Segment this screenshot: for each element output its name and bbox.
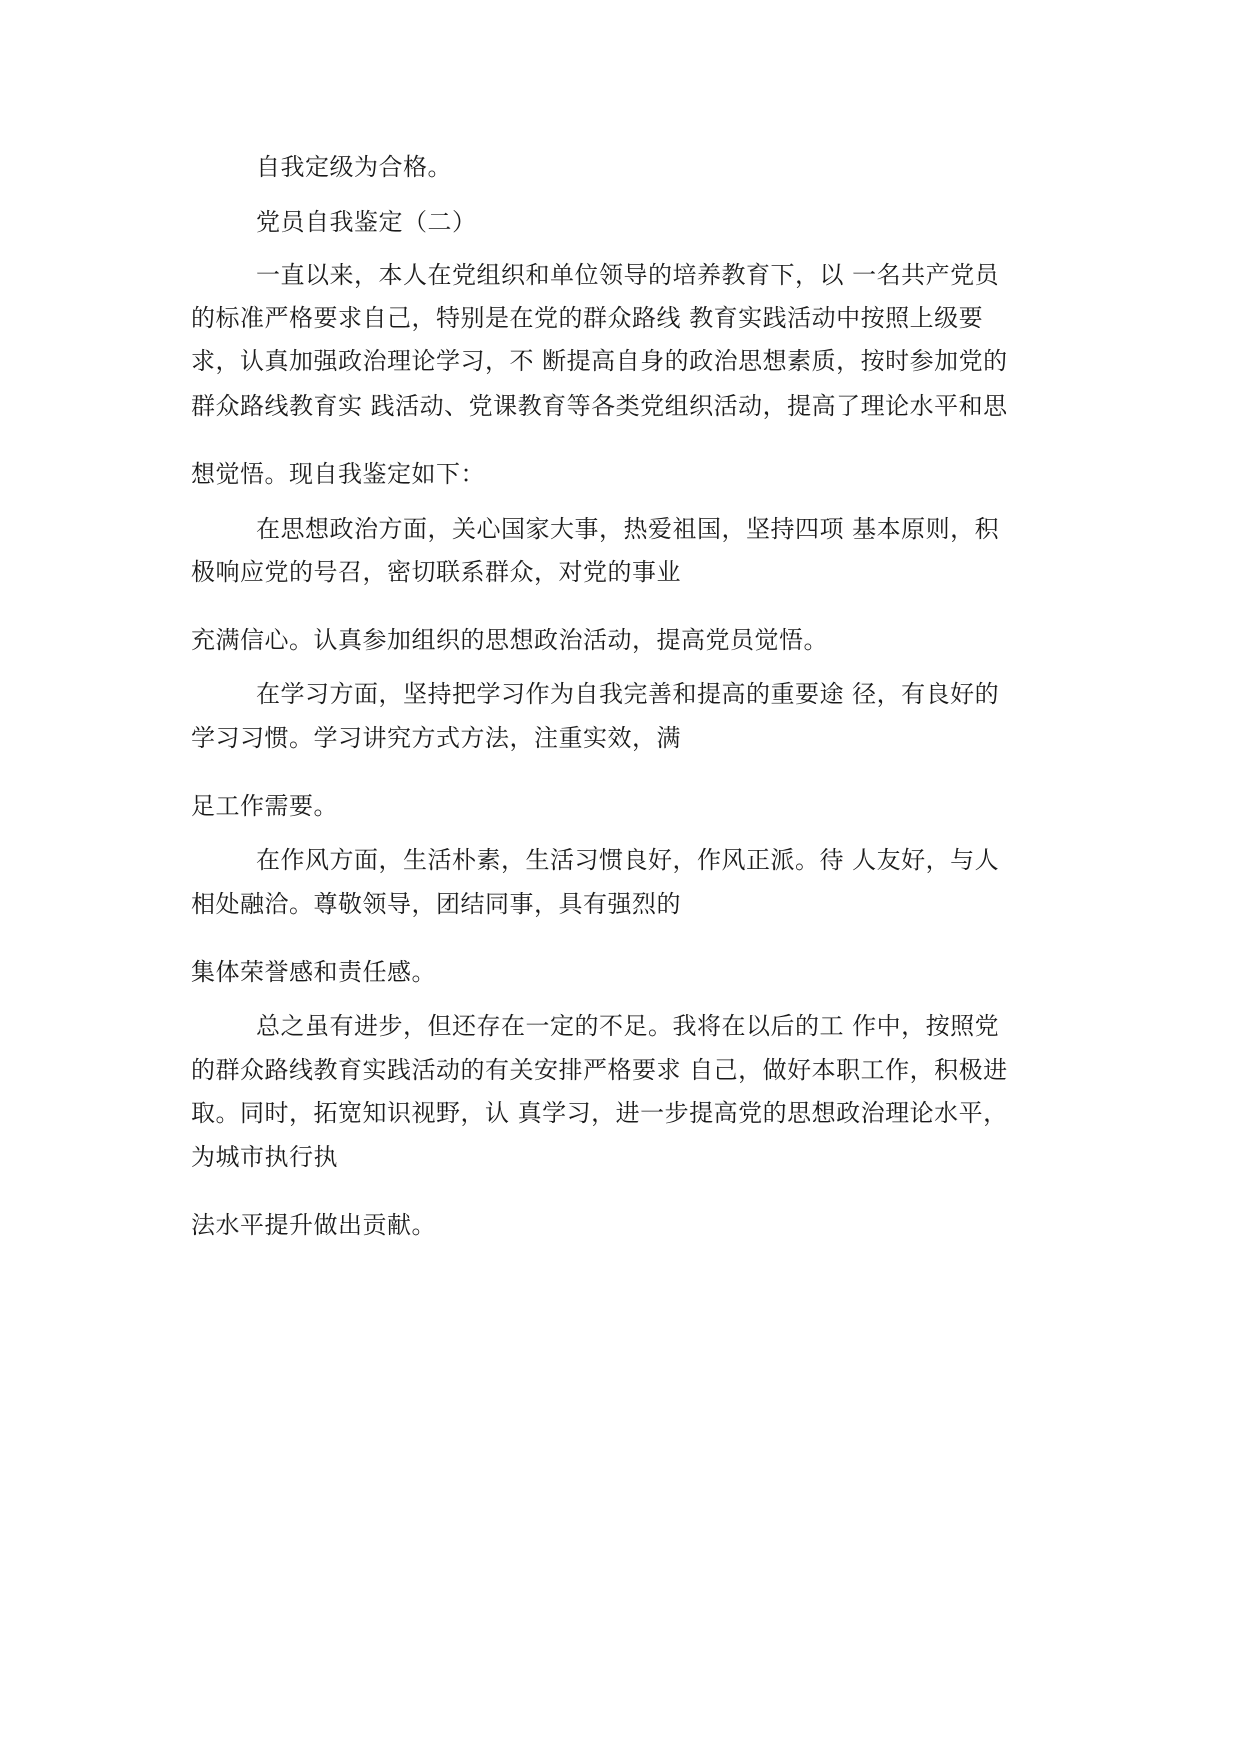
text-line: 的标准严格要求自己，特别是在党的群众路线 教育实践活动中按照上级要: [191, 304, 984, 332]
text-line: 的群众路线教育实践活动的有关安排严格要求 自己，做好本职工作，积极进: [191, 1056, 1008, 1084]
text-line: 在学习方面，坚持把学习作为自我完善和提高的重要途 径，有良好的: [256, 680, 1000, 708]
text-line: 法水平提升做出贡献。: [191, 1211, 436, 1239]
text-line: 集体荣誉感和责任感。: [191, 958, 436, 986]
text-line: 自我定级为合格。: [256, 153, 452, 181]
text-line: 足工作需要。: [191, 792, 338, 820]
section-heading: 党员自我鉴定（二）: [256, 208, 477, 236]
text-line: 极响应党的号召，密切联系群众，对党的事业: [191, 558, 681, 586]
text-line: 求，认真加强政治理论学习，不 断提高自身的政治思想素质，按时参加党的: [191, 347, 1008, 375]
text-line: 群众路线教育实 践活动、党课教育等各类党组织活动，提高了理论水平和思: [191, 392, 1008, 420]
text-line: 想觉悟。现自我鉴定如下：: [191, 460, 485, 488]
text-line: 在思想政治方面，关心国家大事，热爱祖国，坚持四项 基本原则，积: [256, 515, 1000, 543]
text-line: 在作风方面，生活朴素，生活习惯良好，作风正派。待 人友好，与人: [256, 846, 1000, 874]
text-line: 总之虽有进步，但还存在一定的不足。我将在以后的工 作中，按照党: [256, 1012, 1000, 1040]
text-line: 取。同时，拓宽知识视野，认 真学习，进一步提高党的思想政治理论水平，: [191, 1099, 1008, 1127]
text-line: 相处融洽。尊敬领导，团结同事，具有强烈的: [191, 890, 681, 918]
text-line: 一直以来，本人在党组织和单位领导的培养教育下，以 一名共产党员: [256, 261, 1000, 289]
text-line: 学习习惯。学习讲究方式方法，注重实效，满: [191, 724, 681, 752]
text-line: 充满信心。认真参加组织的思想政治活动，提高党员觉悟。: [191, 626, 828, 654]
text-line: 为城市执行执: [191, 1143, 338, 1171]
